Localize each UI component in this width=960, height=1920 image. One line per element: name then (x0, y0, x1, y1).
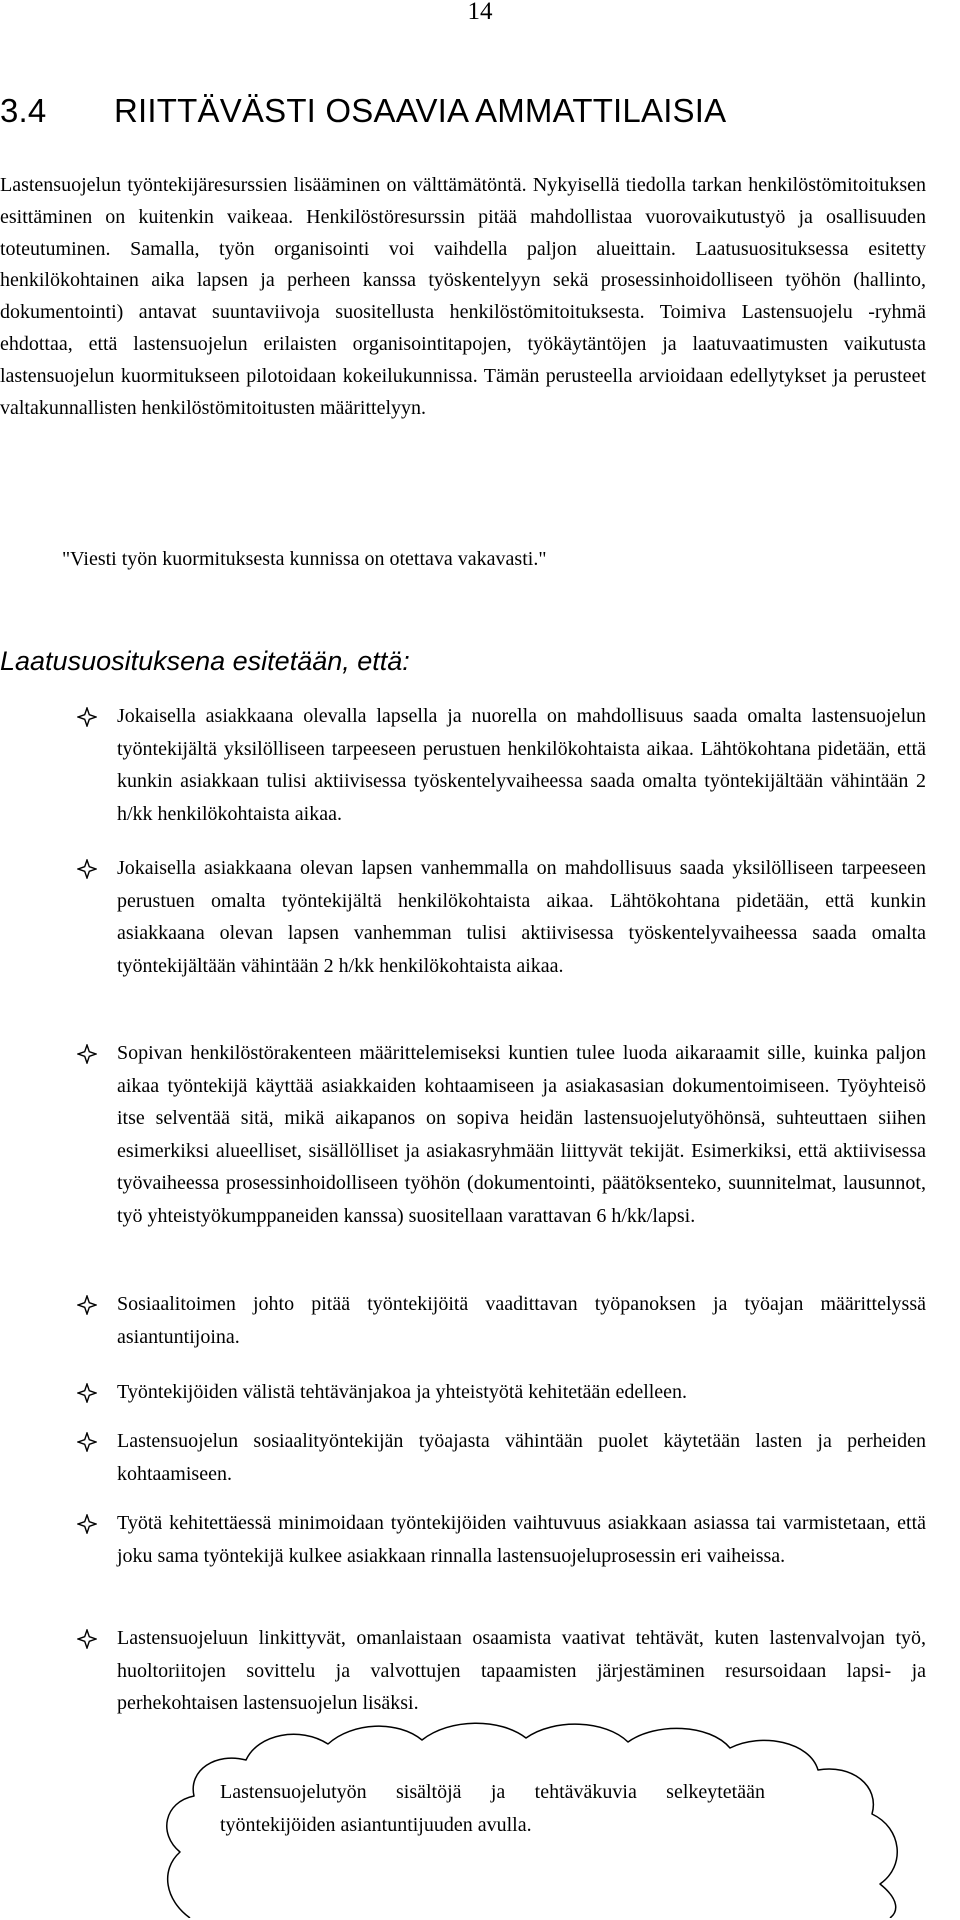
recommendation-item (117, 1288, 926, 1353)
recommendation-text: Työntekijöiden välistä tehtävänjakoa ja yhteistyötä kehitetään edelleen. (117, 1381, 688, 1403)
four-point-star-outline-icon (77, 707, 97, 727)
recommendation-item (117, 700, 926, 830)
recommendation-text: Jokaisella asiakkaana olevan lapsen vanhemmalla on mahdollisuus saada yksilölliseen tarpeeseen perustuen omalta työntekijältä henkilökohtaista aikaa. Lähtökohtana pidetään, että kunkin asiakkaana olevan lapsen vanhemman tulisi aktiivisessa työskentelyvaiheessa saada omalta työntekijältään vähintään 2 h/kk henkilökohtaista aikaa. (117, 857, 926, 977)
recommendation-item (117, 1507, 926, 1572)
intro-paragraph: Lastensuojelun työntekijäresurssien lisääminen on välttämätöntä. Nykyisellä tiedolla tarkan henkilöstömitoituksen esittäminen on kuitenkin vaikeaa. Henkilöstöresurssin pitää mahdollistaa vuorovaikutustyö ja osallisuuden toteutuminen. Samalla, työn organisointi voi vaihdella paljon alueittain. Laatusuosituksessa esitetty henkilökohtainen aika lapsen ja perheen kanssa työskentelyyn sekä prosessinhoidolliseen työhön (hallinto, dokumentointi) antavat suuntaviivoja suositellusta henkilöstömitoituksesta. Toimiva Lastensuojelu -ryhmä ehdottaa, että lastensuojelun erilaisten organisointitapojen, työkäytäntöjen ja laatuvaatimusten vaikutusta lastensuojelun kuormitukseen pilotoidaan kokeilukunnissa. Tämän perusteella arvioidaan edellytykset ja perusteet valtakunnallisten henkilöstömitoitusten määrittelyyn. (0, 174, 926, 419)
recommendation-item (117, 1425, 926, 1490)
cloud-callout (150, 1718, 940, 1918)
section-title-text: RIITTÄVÄSTI OSAAVIA AMMATTILAISIA (114, 92, 727, 129)
four-point-star-outline-icon (77, 859, 97, 879)
recommendation-item (117, 1037, 926, 1233)
pull-quote: "Viesti työn kuormituksesta kunnissa on otettava vakavasti." (62, 548, 547, 570)
recommendation-item (117, 1376, 926, 1409)
section-number: 3.4 (0, 92, 47, 129)
recommendation-text: Lastensuojeluun linkittyvät, omanlaistaan osaamista vaativat tehtävät, kuten lastenvalvojan työ, huoltoriitojen sovittelu ja valvottujen tapaamisten järjestäminen resursoidaan lapsi- ja perhekohtaisen lastensuojelun lisäksi. (117, 1627, 926, 1715)
four-point-star-outline-icon (77, 1514, 97, 1534)
recommendation-text: Työtä kehitettäessä minimoidaan työntekijöiden vaihtuvuus asiakkaan asiassa tai varmistetaan, että joku sama työntekijä kulkee asiakkaan rinnalla lastensuojeluprosessin eri vaiheissa. (117, 1512, 926, 1567)
four-point-star-outline-icon (77, 1044, 97, 1064)
recommendation-text: Jokaisella asiakkaana olevalla lapsella ja nuorella on mahdollisuus saada omalta lastensuojelun työntekijältä yksilölliseen tarpeeseen perustuen henkilökohtaista aikaa. Lähtökohtana pidetään, että kunkin asiakkaan tulisi aktiivisessa työskentelyvaiheessa saada omalta työntekijältään vähintään 2 h/kk henkilökohtaista aikaa. (117, 705, 926, 825)
four-point-star-outline-icon (77, 1432, 97, 1452)
recommendations-heading: Laatusuosituksena esitetään, että: (0, 646, 410, 676)
section-title (0, 92, 726, 130)
cloud-callout-text: Lastensuojelutyön sisältöjä ja tehtäväkuvia selkeytetään työntekijöiden asiantuntijuuden avulla. (220, 1781, 765, 1836)
four-point-star-outline-icon (77, 1383, 97, 1403)
recommendation-text: Lastensuojelun sosiaalityöntekijän työajasta vähintään puolet käytetään lasten ja perheiden kohtaamiseen. (117, 1430, 926, 1485)
four-point-star-outline-icon (77, 1629, 97, 1649)
page-number: 14 (467, 0, 493, 25)
recommendation-item (117, 1622, 926, 1720)
recommendation-text: Sosiaalitoimen johto pitää työntekijöitä vaadittavan työpanoksen ja työajan määrittelyssä asiantuntijoina. (117, 1293, 926, 1348)
recommendation-text: Sopivan henkilöstörakenteen määrittelemiseksi kuntien tulee luoda aikaraamit sille, kuinka paljon aikaa työntekijä käyttää asiakkaiden kohtaamiseen ja asiakasasian dokumentoimiseen. Työyhteisö itse selventää sitä, mikä aikapanos on sopiva heidän lastensuojelutyöhönsä, suhteuttaen siihen esimerkiksi alueelliset, sisällölliset ja asiakasryhmään liittyvät tekijät. Esimerkiksi, että aktiivisessa työvaiheessa prosessinhoidolliseen työhön (dokumentointi, päätöksenteko, suunnitelmat, lausunnot, työ yhteistyökumppaneiden kanssa) suositellaan varattavan 6 h/kk/lapsi. (117, 1042, 926, 1227)
recommendation-item (117, 852, 926, 982)
four-point-star-outline-icon (77, 1295, 97, 1315)
